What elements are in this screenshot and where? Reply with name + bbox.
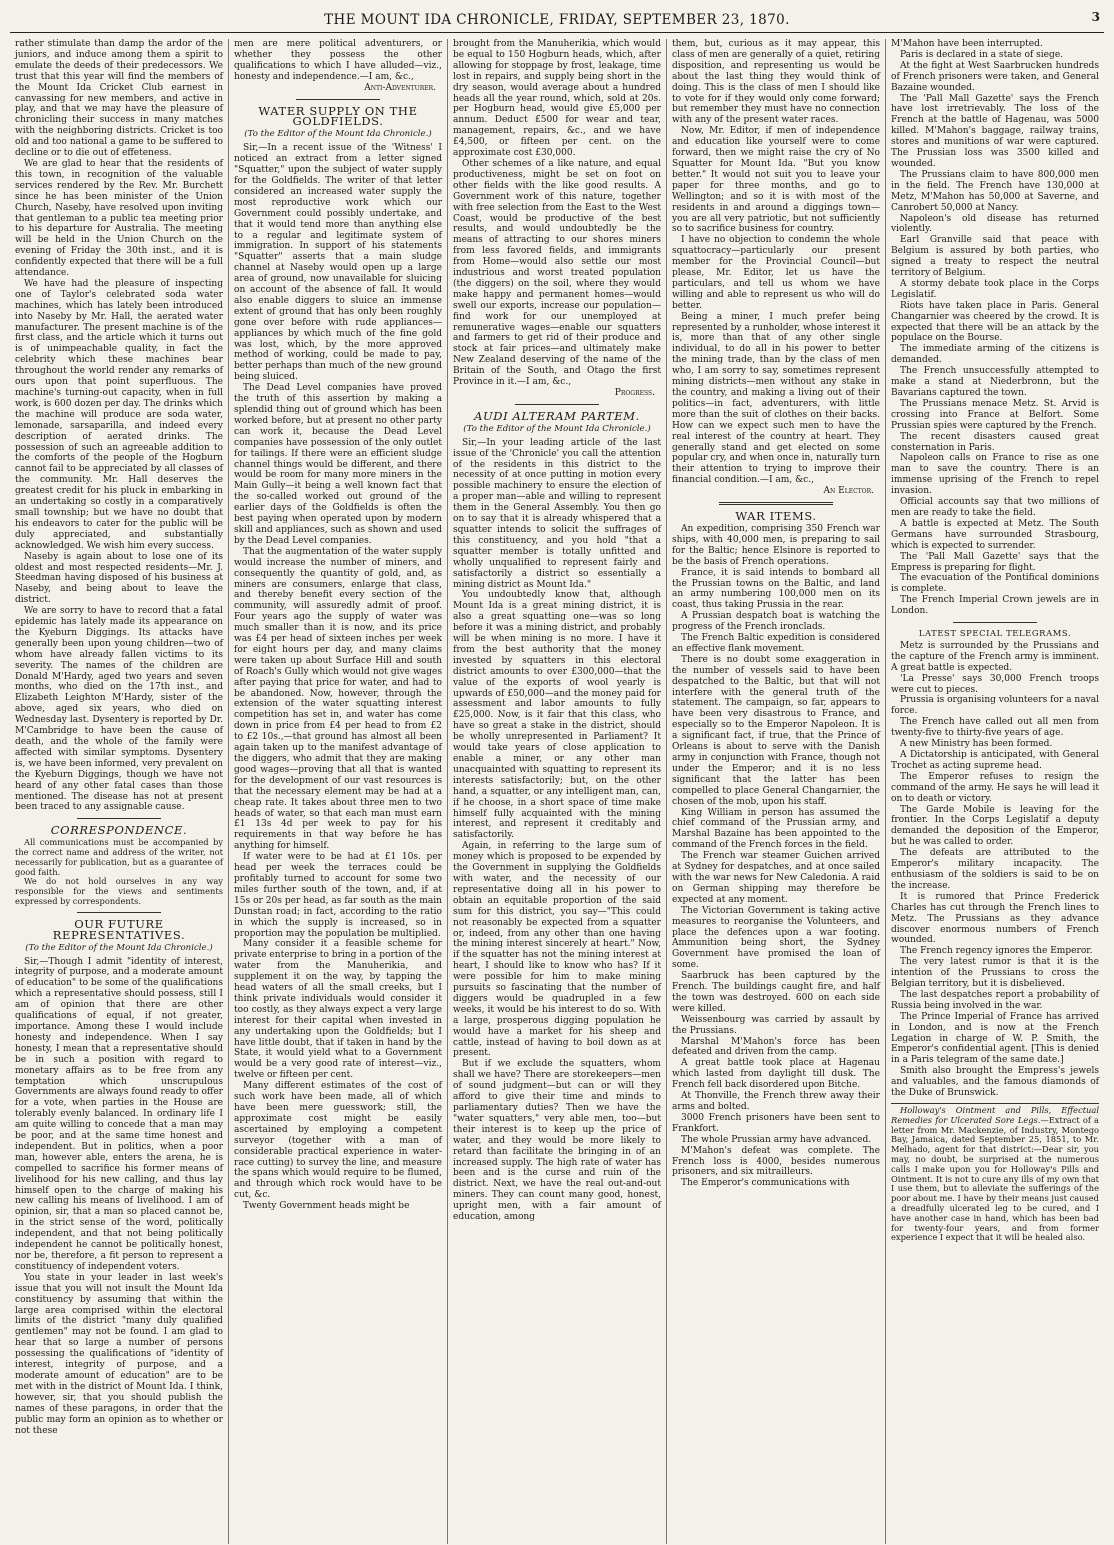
telegram-15: Smith also brought the Empress's jewels and valuables, and the famous diamonds of the Duke of Brunswick. [891, 1066, 1099, 1099]
divider [719, 502, 833, 505]
advert-text: —Extract of a letter from Mr. Mackenzie, of Industry, Montego Bay, Jamaica, dated September 25, 1851, to Mr. Melhado, agent for that district:—Dear sir, you may, no doubt, be surprised at the numerous calls I make upon you for Holloway's Pills and Ointment. It is not to cure any ills of my own that I use them, but to alleviate the sufferings of the poor about me. I have by their means just caused a dreadfully ulcerated leg to be cured, and I have another case in hand, which has been bad for twenty-four years, and from former experience I expect that it will be healed also. [891, 1114, 1099, 1243]
war-continued-17: The 'Pall Mall Gazette' says that the Empress is preparing for flight. [891, 551, 1099, 573]
epidemic-paragraph: We are sorry to have to record that a fatal epidemic has lately made its appearance on the Kyeburn Diggings. Its attacks have generally been upon young children—two of whom have already fallen victims to its severity. The names of the children are Donald M'Hardy, aged two years and seven months, who died on the 17th inst., and Elizabeth Leighton M'Hardy, sister of the above, aged six years, who died on Wednesday last. Dysentery is reported by Dr. M'Cambridge to have been the cause of death, and the whole of the family were affected with similar symptoms. Dysentery is, we have been informed, very prevalent on the Kyeburn Diggings, though we have not heard of any other fatal cases than those mentioned. The disease has not at present been traced to any assignable cause. [15, 606, 223, 813]
war-continued-9: Riots have taken place in Paris. General Changarnier was cheered by the crowd. It is expected that there will be an attack by the populace on the Bourse. [891, 300, 1099, 344]
war-item-16: M'Mahon's defeat was complete. The French loss is 4000, besides numerous prisoners, and six mitrailleurs. [672, 1145, 880, 1178]
signature-progress: Progress. [614, 388, 655, 398]
divider [515, 404, 598, 405]
war-item-5: There is no doubt some exaggeration in the number of vessels said to have been despatched to the Baltic, but that will not interfere with the general truth of the statement. The campaign, so far, appears to have been very disastrous to France, and especially so to the Emperor Napoleon. It is a significant fact, if true, that the Prince of Orleans is about to serve with the Danish army in conjunction with France, though not under the Emperor; and it is no less significant that the latter has been compelled to place General Changarnier, the chosen of the mob, upon his staff. [672, 654, 880, 807]
war-item-10: Weissenbourg was carried by assault by the Prussians. [672, 1014, 880, 1036]
telegram-1: Metz is surrounded by the Prussians and the capture of the French army is imminent. A great battle is expected. [891, 640, 1099, 673]
war-continued-2: Paris is declared in a state of siege. [900, 49, 1064, 60]
masthead [10, 8, 1104, 33]
war-item-15: The whole Prussian army have advanced. [681, 1134, 872, 1145]
steedman-paragraph: Naseby is again about to lose one of its oldest and most respected residents—Mr. J. Steedman having disposed of his business at Naseby, and being about to leave the district. [15, 551, 223, 606]
war-item-2: France, it is said intends to bombard all the Prussian towns on the Baltic, and land an army numbering 100,000 men on its coast, thus taking Prussia in the rear. [672, 567, 880, 611]
war-continued-4: The 'Pall Mall Gazette' says the French have lost irretrievably. The loss of the French at the battle of Hagenau, was 5000 killed. M'Mahon's baggage, railway trains, stores and munitions of war were captured. The Prussian loss was 3500 killed and wounded. [891, 93, 1099, 169]
war-item-12: A great battle took place at Hagenau which lasted from daylight till dusk. The French fell back disordered upon Bitche. [672, 1058, 880, 1091]
war-continued-10: The immediate arming of the citizens is demanded. [891, 344, 1099, 366]
signature-an-elector: An Elector. [823, 486, 874, 497]
war-continued-3: At the fight at West Saarbrucken hundreds of French prisoners were taken, and General Bazaine wounded. [891, 60, 1099, 93]
war-item-17: The Emperor's communications with [681, 1178, 850, 1189]
water-continued-2: Other schemes of a like nature, and equal productiveness, might be set on foot on other fields with the like good results. A Government work of this nature, together with free selection from the East to the West Coast, would be productive of the best results, and would undoubtedly be the means of attracting to our shores miners from less favored fields, and immigrants from Home—would also settle our most industrious and worst treated population (the diggers) on the soil, where they would make happy and permanent homes—would swell our exports, increase our population—find work for our unemployed at remunerative wages—enable our squatters and farmers to get rid of their produce and stock at fair prices—and ultimately make New Zealand deserving of the name of the Britain of the South, and Otago the first Province in it.—I am, &c., [453, 158, 661, 388]
columns [10, 39, 1104, 1544]
war-continued-16: A battle is expected at Metz. The South Germans have surrounded Strasbourg, which is expected to surrender. [891, 518, 1099, 551]
war-item-11: Marshal M'Mahon's force has been defeated and driven from the camp. [672, 1036, 880, 1058]
audi-paragraph-3: Again, in referring to the large sum of money which is proposed to be expended by the Government in supplying the Goldfields with water, and the necessity of our representative doing all in his power to obtain an equitable proportion of the said sum for this district, you say—"This could not reasonably be expected from a squatter or, indeed, from any other than one having the mining interest sincerely at heart." Now, if the squatter has not the mining interest at heart, I should like to know who has? If it were possible for him to make mining pursuits so fascinating that the number of diggers would be quadrupled in a few weeks, it would be his interest to do so. With a large, prosperous digging population he would have a market for his sheep and cattle, instead of having to boil down as at present. [453, 841, 661, 1059]
divider [77, 818, 160, 819]
war-continued-14: Napoleon calls on France to rise as one man to save the country. There is an immense uprising of the French to repel invasion. [891, 453, 1099, 497]
war-continued-5: The Prussians claim to have 800,000 men in the field. The French have 130,000 at Metz, M'Mahon has 50,000 at Saverne, and Canrobert 50,000 at Nancy. [891, 169, 1099, 213]
column-1 [10, 39, 229, 1544]
war-item-14: 3000 French prisoners have been sent to Frankfort. [672, 1112, 880, 1134]
column-5 [886, 39, 1104, 1544]
column-4 [667, 39, 886, 1544]
correspondence-heading: CORRESPONDENCE. [50, 823, 188, 838]
divider [953, 622, 1036, 623]
telegram-8: The Garde Mobile is leaving for the frontier. In the Corps Legislatif a deputy demanded the deposition of the Emperor, but he was called to order. [891, 804, 1099, 848]
telegram-4: The French have called out all men from twenty-five to thirty-five years of age. [891, 717, 1099, 739]
water-supply-subhead: (To the Editor of the Mount Ida Chronicle.) [244, 129, 432, 140]
war-continued-13: The recent disasters caused great consternation in Paris. [891, 431, 1099, 453]
water-paragraph-7: Twenty Government heads might be [243, 1201, 410, 1212]
divider [77, 912, 160, 913]
masthead-title: THE MOUNT IDA CHRONICLE, FRIDAY, SEPTEMBER 23, 1870. [324, 12, 790, 28]
audi-continued-3: I have no objection to condemn the whole squattocracy—particularly our present member for the Provincial Council—but please, Mr. Editor, let us have the particulars, and tell us whom we have willing and able to represent us who will do better. [672, 235, 880, 311]
war-continued-8: A stormy debate took place in the Corps Legislatif. [891, 278, 1099, 300]
telegram-7: The Emperor refuses to resign the command of the army. He says he will lead it on to death or victory. [891, 771, 1099, 804]
telegram-3: Prussia is organising volunteers for a naval force. [891, 695, 1099, 717]
advert-title: Holloway's Ointment and Pills, Effectual Remedies for Ulcerated Sore Legs. [891, 1105, 1099, 1125]
war-item-13: At Thonville, the French threw away their arms and bolted. [672, 1091, 880, 1112]
telegram-5: A new Ministry has been formed. [900, 739, 1053, 750]
page-number: 3 [1091, 10, 1100, 24]
water-paragraph-2: The Dead Level companies have proved the truth of this assertion by making a splendid thing out of ground which has been worked before, but at present no other party can work it, because the Dead Level companies have possession of the only outlet for tailings. If there were an efficient sludge channel things would be different, and there would be room for many more miners in the Main Gully—it being a well known fact that the so-called worked out ground of the earlier days of the Goldfields is often the best paying when operated upon by modern skill and appliances, such as shown and used by the Dead Level companies. [234, 383, 442, 546]
telegrams-heading: LATEST SPECIAL TELEGRAMS. [918, 628, 1072, 639]
signature-anti-adventurer: Anti-Adventurer. [364, 82, 436, 93]
war-item-6: King William in person has assumed the chief command of the Prussian army, and Marshal Bazaine has been appointed to the command of the French forces in the field. [672, 807, 880, 851]
water-paragraph-6: Many different estimates of the cost of such work have been made, all of which have been mere guesswork; still, the approximate cost might be easily ascertained by employing a competent surveyor (together with a man of considerable practical experience in water-race cutting) to survey the line, and measure the spans which would require to be flumed, and through which rock would have to be cut, &c. [234, 1081, 442, 1201]
future-letter-paragraph-1: Sir,—Though I admit "identity of interest, integrity of purpose, and a moderate amount of education" to be some of the qualifications which a representative should possess, still I am of opinion that there are other qualifications of equal, if not greater, importance. Among these I would include honesty and independence. When I say honesty, I mean that a representative should be in such a position with regard to monetary affairs as to be free from any temptation which unscrupulous Governments are always found ready to offer for a vote, when parties in the House are tolerably evenly balanced. In ordinary life I am quite willing to concede that a man may be poor, and at the same time honest and independent. But in politics, when a poor man, however able, enters the arena, he is compelled to sacrifice his former means of livelihood for his new calling, and thus lay himself open to the charge of making his new calling his means of livelihood. I am of opinion, sir, that a man so placed cannot be, in the strict sense of the word, politically independent, and that not being politically independent he cannot be politically honest, nor be, therefore, a fit person to represent a constituency of independent voters. [15, 956, 223, 1272]
telegram-11: The French regency ignores the Emperor. [900, 946, 1093, 957]
cricket-paragraph: rather stimulate than damp the ardor of the juniors, and induce among them a spirit to emulate the deeds of their predecessors. We trust that this year will find the members of the Mount Ida Cricket Club earnest in canvassing for new members, and active in play, and that we may have the pleasure of chronicling their success in many matches with the neighboring districts. Cricket is too old and too national a game to be suffered to decline or to die out of effeteness. [15, 39, 223, 159]
audi-paragraph-2: You undoubtedly know that, although Mount Ida is a great mining district, it is also a great squatting one—was so long before it was a mining district, and probably will be when mining is no more. I have it from the best authority that the money invested by squatters in this electoral district amounts to over £300,000—that the value of the exports of wool yearly is upwards of £50,000—and the money paid for assessment and labor amounts to fully £25,000. Now, is it fair that this class, who have so great a stake in the district, should be wholly unrepresented in Parliament? It would take years of close application to enable a miner, or any other man unacquainted with squatting to represent its interests satisfactorily; but, on the other hand, a squatter, or any intelligent man, can, if he choose, in a short space of time make himself fully acquainted with the mining interest, and represent it creditably and satisfactorily. [453, 590, 661, 841]
war-item-1: An expedition, comprising 350 French war ships, with 40,000 men, is preparing to sail for the Baltic; hence Elsinore is reported to be the basis of French operations. [672, 523, 880, 567]
audi-alteram-subhead: (To the Editor of the Mount Ida Chronicle.) [463, 423, 651, 434]
column-3 [448, 39, 667, 1544]
future-representatives-subhead: (To the Editor of the Mount Ida Chronicle.) [25, 942, 213, 953]
divider [296, 99, 379, 100]
water-paragraph-5: Many consider it a feasible scheme for private enterprise to bring in a portion of the water from the Manuherikia, and supplement it on the way, by tapping the head waters of all the small creeks, but I think private individuals would consider it too costly, as they always expect a very large interest for their capital when invested in any undertaking upon the Goldfields; but I have little doubt, that if taken in hand by the State, it would yield what to a Government would be a very good rate of interest—viz., twelve or fifteen per cent. [234, 939, 442, 1081]
column-2 [229, 39, 448, 1544]
war-item-4: The French Baltic expedition is considered an effective flank movement. [672, 633, 880, 654]
audi-alteram-heading: AUDI ALTERAM PARTEM. [474, 408, 640, 423]
telegram-6: A Dictatorship is anticipated, with General Trochet as acting supreme head. [891, 750, 1099, 771]
future-representatives-heading: OUR FUTURE REPRESENTATIVES. [52, 916, 186, 942]
war-item-9: Saarbruck has been captured by the French. The buildings caught fire, and half the town was destroyed. 600 on each side were killed. [672, 971, 880, 1014]
war-continued-15: Official accounts say that two millions of men are ready to take the field. [891, 497, 1099, 518]
soda-water-paragraph: We have had the pleasure of inspecting one of Taylor's celebrated soda water machines, which has lately been introduced into Naseby by Mr. Hall, the aerated water manufacturer. The present machine is of the first class, and the article which it turns out is of unimpeachable quality, in fact the celebrity which these machines bear throughout the world render any remarks of ours upon that point superfluous. The machine's turning-out capacity, when in full work, is 600 dozen per day. The drinks which the machine will produce are soda water, lemonade, sarsaparilla, and indeed every description of aerated drinks. The possession of such an agreeable addition to the comforts of the people of the Hogburn cannot fail to be appreciated by all classes of the community. Mr. Hall deserves the greatest credit for his pluck in embarking in an undertaking so costly in a comparatively small township; but we have no doubt that his endeavors to cater for the public will be duly appreciated, and substantially acknowledged. We wish him every success. [15, 278, 223, 551]
war-continued-6: Napoleon's old disease has returned violently. [891, 213, 1099, 235]
burchett-paragraph: We are glad to hear that the residents of this town, in recognition of the valuable services rendered by the Rev. Mr. Burchett since he has been minister of the Union Church, Naseby, have resolved upon inviting that gentleman to a public tea meeting prior to his departure for Australia. The meeting will be held in the Union Church on the evening of Friday the 30th inst., and it is confidently expected that there will be a full attendance. [15, 158, 223, 279]
war-continued-19: The French Imperial Crown jewels are in London. [891, 595, 1099, 617]
water-paragraph-1: Sir,—In a recent issue of the 'Witness' I noticed an extract from a letter signed "Squatter," upon the subject of water supply for the Goldfields. The writer of that letter considered an increased water supply the most reproductive work which our Government could possibly undertake, and that it would tend more than anything else to a regular and legitimate system of immigration. In support of his statements "Squatter" asserts that a main sludge channel at Naseby would open up a large area of ground, now unavailable for sluicing on account of the absence of fall. It would also enable diggers to sluice an immense extent of ground that has only been roughly gone over before with rude appliances—appliances by which much of the fine gold was lost, which, by the more approved method of working, could be made to pay, better perhaps than much of the new ground being sluiced. [234, 143, 442, 383]
war-items-heading: WAR ITEMS. [735, 509, 817, 524]
correspondence-notice-2: We do not hold ourselves in any way responsible for the views and sentiments expressed by correspondents. [15, 876, 223, 907]
audi-continued-2: Now, Mr. Editor, if men of independence and education like yourself were to come forward, then we might raise the cry of No Squatter for Mount Ida. "But you know better." It would not suit you to leave your paper for three months, and go to Wellington; and so it is with most of the residents in and around a diggings town—you are all very patriotic, but not sufficiently so to sacrifice business for country. [672, 126, 880, 235]
war-item-8: The Victorian Government is taking active measures to reorganise the Volunteers, and place the defences upon a war footing. Ammunition being short, the Sydney Government have promised the loan of some. [672, 905, 880, 971]
war-continued-12: The Prussians menace Metz. St. Arvid is crossing into France at Belfort. Some Prussian spies were captured by the French. [891, 398, 1099, 431]
holloway-advertisement [891, 1103, 1099, 1243]
war-item-3: A Prussian despatch boat is watching the progress of the French ironclads. [672, 611, 880, 633]
audi-paragraph-4: But if we exclude the squatters, whom shall we have? There are storekeepers—men of sound judgment—but can or will they afford to give their time and minds to parliamentary duties? Then we have the "water squatters," very able men, too—but their interest is to keep up the price of water, and they would be more likely to retard than facilitate the bringing in of an increased supply. The high rate of water has been and is the curse and ruin of the district. Next, we have the real out-and-out miners. They can count many good, honest, upright men, with a fair amount of education, among [453, 1059, 661, 1223]
war-continued-11: The French unsuccessfully attempted to make a stand at Niederbronn, but the Bavarians captured the town. [891, 366, 1099, 398]
telegram-13: The last despatches report a probability of Russia being involved in the war. [891, 989, 1099, 1011]
telegram-9: The defeats are attributed to the Emperor's military incapacity. The enthusiasm of the soldiers is said to be on the increase. [891, 848, 1099, 891]
water-paragraph-4: If water were to be had at £1 10s. per head per week the terraces could be profitably turned to account for some two miles further south of the town, and, if at 15s or 20s per head, as far south as the main Dunstan road; in fact, according to the ratio in which the supply is increased, so in proportion may the population be multiplied. [234, 852, 442, 939]
telegram-2: 'La Presse' says 30,000 French troops were cut to pieces. [891, 673, 1099, 695]
telegram-14: The Prince Imperial of France has arrived in London, and is now at the French Legation in charge of W. P. Smith, the Emperor's confidential agent. [This is denied in a Paris telegram of the same date.] [891, 1011, 1099, 1066]
future-letter-continued: men are mere political adventurers, or whether they possess the other qualifications to which I have alluded—viz., honesty and independence.—I am, &c., [234, 39, 442, 82]
war-item-7: The French war steamer Guichen arrived at Sydney for despatches, and at once sailed with the war news for New Caledonia. A raid on German shipping may therefore be expected at any moment. [672, 851, 880, 905]
audi-continued-4: Being a miner, I much prefer being represented by a runholder, whose interest it is, more than that of any other single individual, to do all in his power to better the mining trade, than by the class of men who, I am sorry to say, sometimes represent mining districts—men without any stake in the country, and making a living out of their politics—in fact, adventurers, with little more than the suit of clothes on their backs. How can we expect such men to have the real interest of the country at heart. They generally stand and get elected on some popular cry, and when once in, naturally turn their attention to trying to improve their financial condition.—I am, &c., [672, 311, 881, 486]
war-continued-7: Earl Granville said that peace with Belgium is assured by both parties, who signed a treaty to respect the neutral territory of Belgium. [891, 235, 1099, 279]
water-paragraph-3: That the augmentation of the water supply would increase the number of miners, and consequently the quantity of gold, and, as miners are consumers, enlarge that class, and thereby benefit every section of the community, will assuredly admit of proof. Four years ago the supply of water was much smaller than it is now, and its price was £4 per head of sixteen inches per week for eight hours per day, and many claims were taken up about Surface Hill and south of Roach's Gully which would not give wages after paying that price for water, and had to be abandoned. Now, however, through the extension of the water squatting interest competition has set in, and water has come down in price from £4 per head to from £2 to £2 10s.,—that ground has almost all been again taken up to the manifest advantage of the diggers, who admit that they are making good wages—proving that all that is wanted for the development of our vast resources is that the necessary element may be had at a cheap rate. It takes about three men to two heads of water, so that each man must earn £1 13s 4d per week to pay for his requirements in that way before he has anything for himself. [234, 546, 442, 852]
telegram-12: The very latest rumor is that it is the intention of the Prussians to cross the Belgian territory, but it is disbelieved. [891, 957, 1099, 990]
war-continued-18: The evacuation of the Pontifical dominions is complete. [891, 573, 1099, 595]
audi-paragraph-1: Sir,—In your leading article of the last issue of the 'Chronicle' you call the attention of the residents in this district to the necessity of at once putting in motion every possible machinery to ensure the election of a proper man—able and willing to represent them in the General Assembly. You then go on to say that it is already whispered that a squatter intends to solicit the suffrages of this constituency, and you hold "that a squatter member is totally unfitted and wholly unqualified to represent fairly and satisfactorily a district so essentially a mining district as Mount Ida." [453, 437, 661, 590]
correspondence-notice-1: All communications must be accompanied by the correct name and address of the writer, not necessarily for publication, but as a guarantee of good faith. [15, 837, 223, 877]
telegram-10: It is rumored that Prince Frederick Charles has cut through the French lines to Metz. The Prussians as they advance discover enormous numbers of French wounded. [891, 891, 1099, 946]
water-continued-1: brought from the Manuherikia, which would be equal to 150 Hogburn heads, which, after allowing for stoppage by frost, leakage, time lost in repairs, and supply being short in the dry season, would average about a hundred heads all the year round, which, sold at 20s. per Hogburn head, would give £5,000 per annum. Deduct £500 for wear and tear, management, repairs, &c., and we have £4,500, or fifteen per cent. on the approximate cost £30,000. [453, 39, 661, 159]
audi-continued-1: them, but, curious as it may appear, this class of men are generally of a quiet, retiring disposition, and representing us would be about the last thing they would think of doing. This is the class of men I should like to vote for if they would only come forward; but remember they must have no connection with any of the present water races. [672, 39, 880, 126]
future-letter-paragraph-2: You state in your leader in last week's issue that you will not insult the Mount Ida constituency by assuming that within the large area comprised within the electoral limits of the district "many duly qualified gentlemen" may not be found. I am glad to hear that so large a number of persons possessing the qualifications of "identity of interest, integrity of purpose, and a moderate amount of education" are to be met with in the district of Mount Ida. I think, however, sir, that you should publish the names of these paragons, in order that the public may form an opinion as to whether or not these [15, 1272, 223, 1436]
war-continued-1: M'Mahon have been interrupted. [891, 39, 1043, 49]
water-supply-heading: WATER SUPPLY ON THE GOLDFIELDS. [258, 103, 418, 129]
